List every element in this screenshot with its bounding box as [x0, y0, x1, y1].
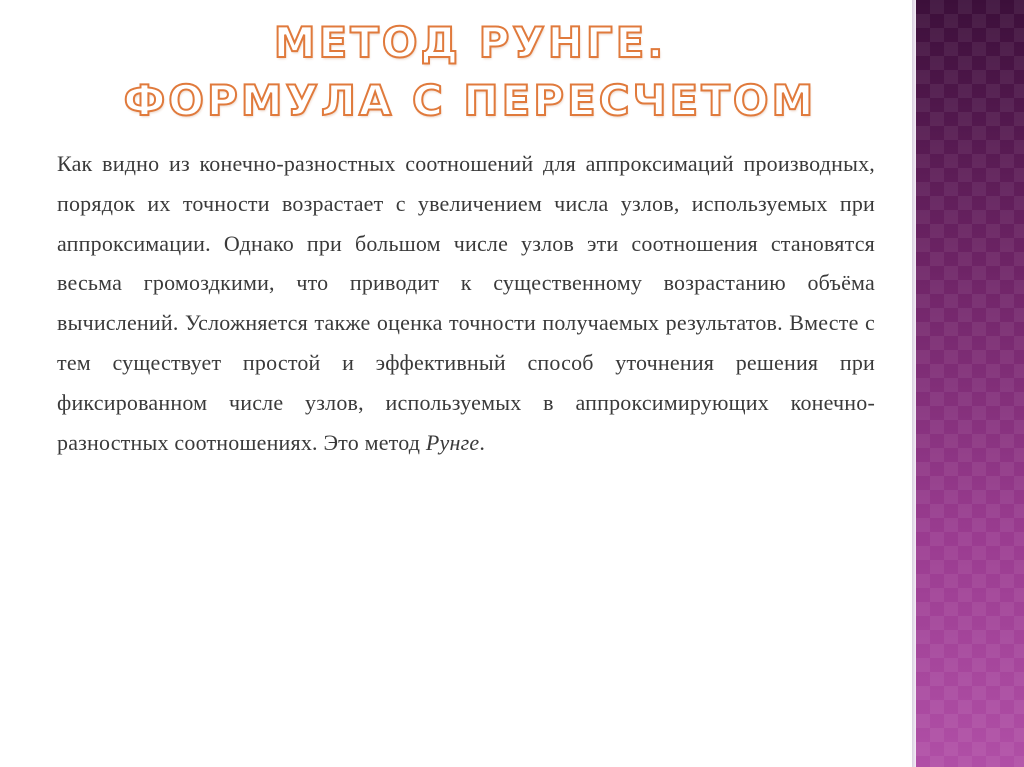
paragraph-text: Как видно из конечно-разностных соотношений для аппроксимаций производных, порядок их точности возрастает с увеличением числа узлов, используемых при аппроксимации. Однако при большом числе узлов эти соотношения становятся весьма громоздкими, что приводит к существенному возрастанию объёма вычислений. Усложняется также оценка точности получаемых результатов. Вместе с тем существует простой и эффективный способ уточнения решения при фиксированном числе узлов, используемых в аппроксимирующих конечно-разностных соотношениях. Это метод	[57, 151, 875, 455]
title-line-2: ФОРМУЛА С ПЕРЕСЧЕТОМ	[123, 76, 817, 125]
slide-title	[120, 14, 820, 130]
title-line-1: МЕТОД РУНГЕ.	[273, 18, 667, 67]
decorative-side-panel	[916, 0, 1024, 767]
paragraph-end: .	[479, 429, 486, 455]
side-panel-pattern	[916, 0, 1024, 767]
method-name: Рунге	[425, 429, 480, 455]
body-paragraph	[57, 144, 875, 462]
